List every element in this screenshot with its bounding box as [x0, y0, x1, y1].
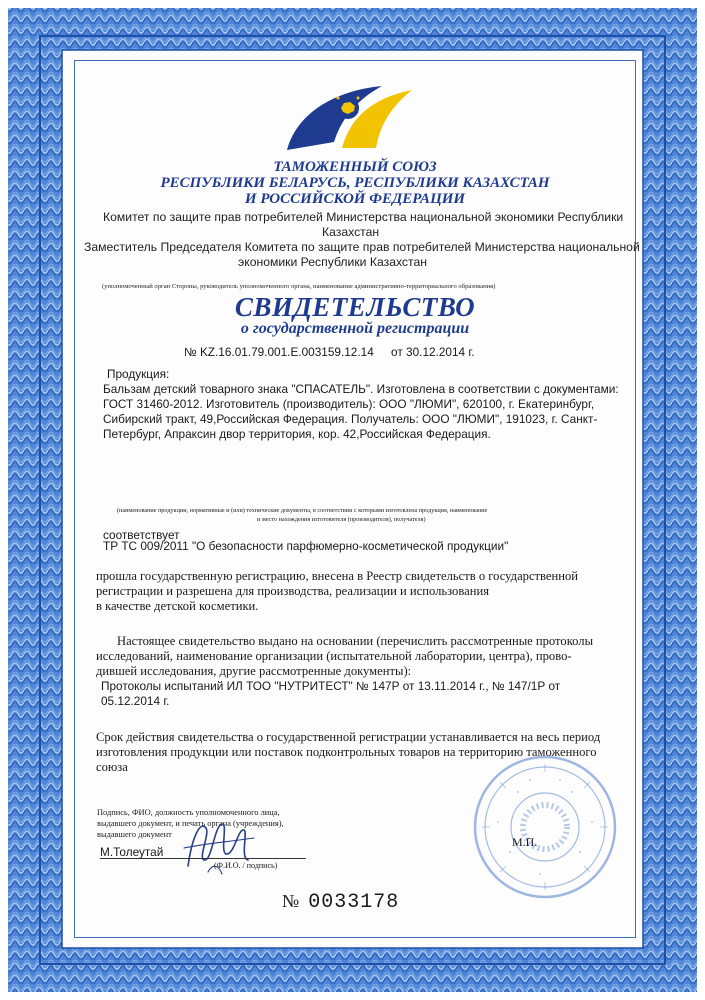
authority-caption: (уполномоченный орган Стороны, руководитель уполномоченного органа, наименование административно-территориального образования)	[102, 283, 496, 290]
basis-line-3: дившей исследования, другие рассмотренные документы):	[96, 664, 412, 678]
org-line-3: И РОССИЙСКОЙ ФЕДЕРАЦИИ	[244, 191, 466, 207]
registration-number-line	[184, 345, 475, 359]
basis-line-2: исследований, наименование организации (испытательной лаборатории, центра), прово-	[96, 649, 572, 663]
validity-line-1: Срок действия свидетельства о государственной регистрации устанавливается на весь период	[96, 730, 601, 744]
signature-caption-2: выдавшего документ, и печать органа (учреждения),	[97, 819, 284, 828]
product-caption-1: (наименование продукции, нормативные и (или) технические документы, в соответствии с которыми изготовлена продукция, наименование	[117, 507, 488, 514]
org-line-2: РЕСПУБЛИКИ БЕЛАРУСЬ, РЕСПУБЛИКИ КАЗАХСТАН	[160, 175, 550, 191]
registration-number: KZ.16.01.79.001.E.003159.12.14	[199, 345, 374, 359]
certificate-title: СВИДЕТЕЛЬСТВО	[234, 292, 476, 322]
conformity-standard: ТР ТС 009/2011 "О безопасности парфюмерно-косметической продукции"	[103, 539, 509, 553]
number-sign: №	[184, 345, 197, 359]
signature-caption-3: выдавшего документ	[97, 830, 172, 839]
certificate-subtitle: о государственной регистрации	[240, 320, 470, 337]
protocols-line-1: Протоколы испытаний ИЛ ТОО "НУТРИТЕСТ" № 147Р от 13.11.2014 г., № 147/1Р от	[101, 679, 561, 693]
signer-name: М.Толеутай	[100, 845, 164, 859]
registration-date: 30.12.2014 г.	[406, 345, 475, 359]
official-seal	[470, 752, 620, 902]
product-caption-2: и место нахождения изготовителя (производителя), получателя)	[257, 516, 426, 523]
registration-text-1: прошла государственную регистрацию, внесена в Реестр свидетельств о государственной	[96, 569, 579, 583]
product-line-1: Бальзам детский товарного знака "СПАСАТЕЛЬ". Изготовлена в соответствии с документами:	[103, 382, 619, 396]
product-line-2: ГОСТ 31460-2012. Изготовитель (производитель): ООО "ЛЮМИ", 620100, г. Екатеринбург,	[103, 397, 595, 411]
stamp-place-label: М.П.	[512, 835, 538, 849]
protocols-line-2: 05.12.2014 г.	[101, 694, 170, 708]
registration-text-3: в качестве детской косметики.	[96, 599, 259, 613]
committee-line-1: Комитет по защите прав потребителей Министерства национальной экономики Республики	[103, 210, 624, 224]
validity-line-2: изготовления продукции или поставок подконтрольных товаров на территорию таможенного	[96, 745, 597, 759]
product-line-4: Петербург, Апраксин двор территория, кор. 42,Российская Федерация.	[103, 427, 491, 441]
committee-line-2: Казахстан	[322, 225, 380, 239]
serial-number-line	[282, 891, 399, 914]
signature-line	[100, 858, 306, 859]
registration-text-2: регистрации и разрешена для производства, реализации и использования	[96, 584, 489, 598]
product-line-3: Сибирский тракт, 49,Российская Федерация. Получатель: ООО "ЛЮМИ", 191023, г. Санкт-	[103, 412, 598, 426]
from-word: от	[391, 345, 403, 359]
serial-number: 0033178	[308, 891, 400, 914]
conformity-label: соответствует	[103, 528, 180, 542]
deputy-line-2: экономики Республики Казахстан	[238, 255, 427, 269]
basis-line-1: Настоящее свидетельство выдано на основании (перечислить рассмотренные протоколы	[117, 634, 594, 648]
customs-union-logo	[272, 72, 422, 162]
validity-line-3: союза	[96, 760, 128, 774]
fio-caption: (Ф.И.О. / подпись)	[214, 861, 278, 870]
deputy-line-1: Заместитель Председателя Комитета по защите прав потребителей Министерства национальной	[84, 240, 640, 254]
signature-caption-1: Подпись, ФИО, должность уполномоченного лица,	[97, 808, 280, 817]
serial-number-sign: №	[282, 891, 301, 911]
product-label: Продукция:	[107, 367, 170, 381]
org-line-1: ТАМОЖЕННЫЙ СОЮЗ	[273, 159, 437, 175]
